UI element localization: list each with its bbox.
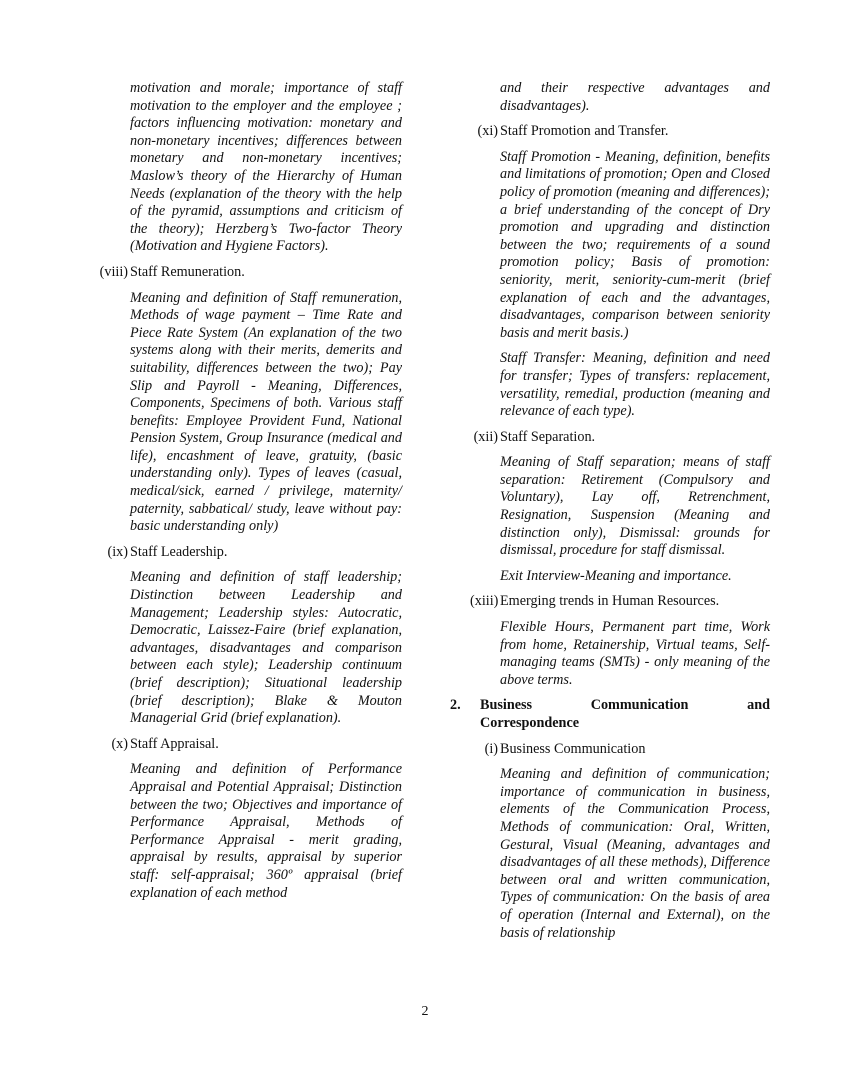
item-staff-appraisal bbox=[98, 736, 402, 754]
item-title: Staff Remuneration. bbox=[130, 263, 245, 280]
section-number: 2. bbox=[450, 697, 461, 714]
emerging-trends-text: Flexible Hours, Permanent part time, Work from home, Retainership, Virtual teams, Self-managing teams (SMTs) - only meaning of the above terms. bbox=[500, 619, 770, 688]
item-number: (xii) bbox=[473, 428, 498, 445]
staff-promotion-text: Staff Promotion - Meaning, definition, benefits and limitations of promotion; Open and Closed policy of promotion (meaning and differences); a brief understanding of the concept of Dry promotion and upgrading and distinction between the two; requirements of a sound promotion policy; Basis of promotion: seniority, merit, seniority-cum-merit (brief explanation of each and the advantages, disadvantages, comparison between seniority basis and merit basis.) bbox=[500, 148, 770, 341]
item-title: Staff Separation. bbox=[500, 428, 596, 445]
appraisal-continued-text: and their respective advantages and disadvantages). bbox=[500, 80, 770, 114]
item-number: (xiii) bbox=[470, 593, 499, 610]
section-title-line1: Business Communication and bbox=[480, 697, 770, 714]
item-staff-leadership bbox=[98, 544, 402, 562]
business-communication-text: Meaning and definition of communication; importance of communication in business, elements of the Communication Process, Methods of communication: Oral, Written, Gestural, Visual (Meaning, advantages and disadvantages of all these methods), Difference between oral and written communication, Types of communication: On the basis of area of operation (Internal and External), on the basis of relationship bbox=[500, 766, 770, 941]
section-title bbox=[480, 697, 770, 732]
staff-remuneration-text: Meaning and definition of Staff remuneration, Methods of wage payment – Time Rate and Piece Rate System (An explanation of the two systems along with their merits, demerits and suitability, differences between the two); Pay Slip and Payroll - Meaning, Differences, Components, Specimens of both. Various staff benefits: Employee Provident Fund, National Pension System, Group Insurance (medical and life), encashment of leave, gratuity, (basic understanding only). Types of leaves (casual, medical/sick, earned / privilege, maternity/ paternity, sabbatical/ study, leave without pay: basic understanding only) bbox=[130, 289, 402, 535]
item-emerging-trends bbox=[470, 593, 770, 611]
item-title: Staff Promotion and Transfer. bbox=[500, 123, 669, 140]
item-number: (viii) bbox=[99, 263, 128, 280]
section-title-line2: Correspondence bbox=[480, 715, 580, 731]
section-business-communication bbox=[450, 697, 770, 732]
page-number: 2 bbox=[421, 1004, 429, 1019]
staff-leadership-text: Meaning and definition of staff leadership; Distinction between Leadership and Management; Leadership styles: Autocratic, Democratic, Laissez-Faire (brief explanation, advantages, disadvantages and comparison between each style); Leadership continuum (brief description); Situational leadership (brief description); Blake & Mouton Managerial Grid (brief explanation). bbox=[130, 569, 402, 727]
item-number: (i) bbox=[484, 740, 498, 757]
right-column bbox=[450, 80, 770, 950]
left-column bbox=[98, 80, 402, 910]
motivation-continued-text: motivation and morale; importance of staff motivation to the employer and the employee ; factors influencing motivation: monetary and non-monetary incentives; differences between monetary and non-monetary incentives; Maslow’s theory of the Hierarchy of Human Needs (explanation of the theory with the help of the pyramid, assumptions and criticism of the theory); Herzberg’s Two-factor Theory (Motivation and Hygiene Factors). bbox=[130, 80, 402, 255]
staff-separation-text: Meaning of Staff separation; means of staff separation: Retirement (Compulsory and Voluntary), Lay off, Retrenchment, Resignation, Suspension (Meaning and distinction only), Dismissal: grounds for dismissal, procedure for staff dismissal. bbox=[500, 454, 770, 559]
staff-appraisal-text: Meaning and definition of Performance Appraisal and Potential Appraisal; Distinction between the two; Objectives and importance of Performance Appraisal, Methods of Performance Appraisal - merit grading, appraisal by results, appraisal by superior staff: self-appraisal; 360º appraisal (brief explanation of each method bbox=[130, 761, 402, 901]
item-staff-separation bbox=[470, 429, 770, 447]
staff-transfer-text: Staff Transfer: Meaning, definition and need for transfer; Types of transfers: replacement, versatility, remedial, production (meaning and relevance of each type). bbox=[500, 350, 770, 420]
item-title: Staff Leadership. bbox=[130, 543, 228, 560]
item-staff-remuneration bbox=[98, 264, 402, 282]
item-number: (ix) bbox=[107, 543, 128, 560]
item-staff-promotion-transfer bbox=[470, 123, 770, 141]
item-business-communication bbox=[470, 741, 770, 759]
exit-interview-text: Exit Interview-Meaning and importance. bbox=[500, 567, 732, 584]
item-title: Staff Appraisal. bbox=[130, 735, 219, 752]
item-number: (x) bbox=[111, 735, 128, 752]
item-title: Emerging trends in Human Resources. bbox=[500, 593, 720, 610]
item-title: Business Communication bbox=[500, 740, 646, 757]
item-number: (xi) bbox=[477, 123, 498, 140]
